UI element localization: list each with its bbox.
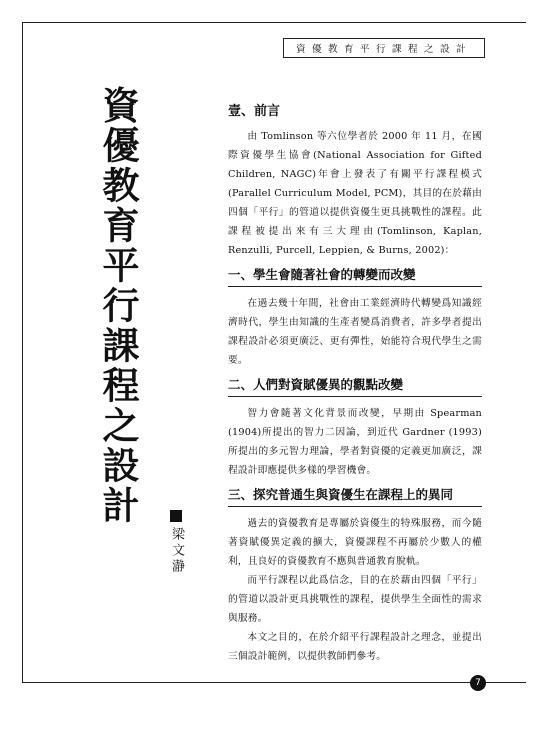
author-square-icon — [170, 510, 182, 522]
section-3-paragraph-2: 而平行課程以此爲信念，目的在於藉由四個「平行」的管道以設計更具挑戰性的課程，提供學生全面性的需求與服務。 — [228, 575, 482, 624]
article-title: 資優教育平行課程之設計 — [96, 86, 140, 526]
page-number: 7 — [470, 675, 486, 691]
intro-heading: 壹、前言 — [228, 104, 281, 119]
section-3-heading: 三、探究普通生與資優生在課程上的異同 — [228, 485, 482, 507]
section-3-paragraph-1: 過去的資優教育是專屬於資優生的特殊服務，而今隨著資賦優異定義的擴大，資優課程不再屬於少數人的權利，且良好的資優教育不應與普通教育脫軌。 — [228, 518, 482, 567]
section-2-paragraph: 智力會隨著文化背景而改變，早期由 Spearman (1904)所提出的智力二因論，到近代 Gardner (1993)所提出的多元智力理論，學者對資優的定義更加廣泛，課程設計即應提供多樣的學習機會。 — [228, 408, 482, 476]
left-rule — [22, 22, 23, 682]
running-header — [283, 38, 485, 58]
running-header-text: 資優教育平行課程之設計 — [295, 44, 472, 55]
section-1-paragraph: 在過去幾十年間，社會由工業經濟時代轉變爲知識經濟時代，學生由知識的生產者變爲消費者，許多學者提出課程設計必須更廣泛、更有彈性，始能符合現代學生之需要。 — [228, 298, 482, 366]
bottom-rule — [22, 682, 526, 683]
author-name: 梁文瀞 — [169, 527, 184, 575]
intro-paragraph: 由 Tomlinson 等六位學者於 2000 年 11 月，在國際資優學生協會(National Association for Gifted Children, NAGC)年會上發表了有關平行課程模式(Parallel Curriculum Model, PCM)，其目的在於藉由四個「平行」的管道以提供資優生更具挑戰性的課程。此課程被提出來有三大理由(Tomlinson, Kaplan, Renzulli, Purcell, Leppien, & Burns, 2002)： — [228, 131, 482, 256]
section-1-heading: 一、學生會隨著社會的轉變而改變 — [228, 265, 482, 287]
top-rule — [22, 22, 526, 23]
section-2-heading: 二、人們對資賦優異的觀點改變 — [228, 375, 482, 397]
article-body — [228, 100, 482, 666]
section-3-paragraph-3: 本文之目的，在於介紹平行課程設計之理念，並提出三個設計範例，以提供教師們參考。 — [228, 632, 482, 662]
